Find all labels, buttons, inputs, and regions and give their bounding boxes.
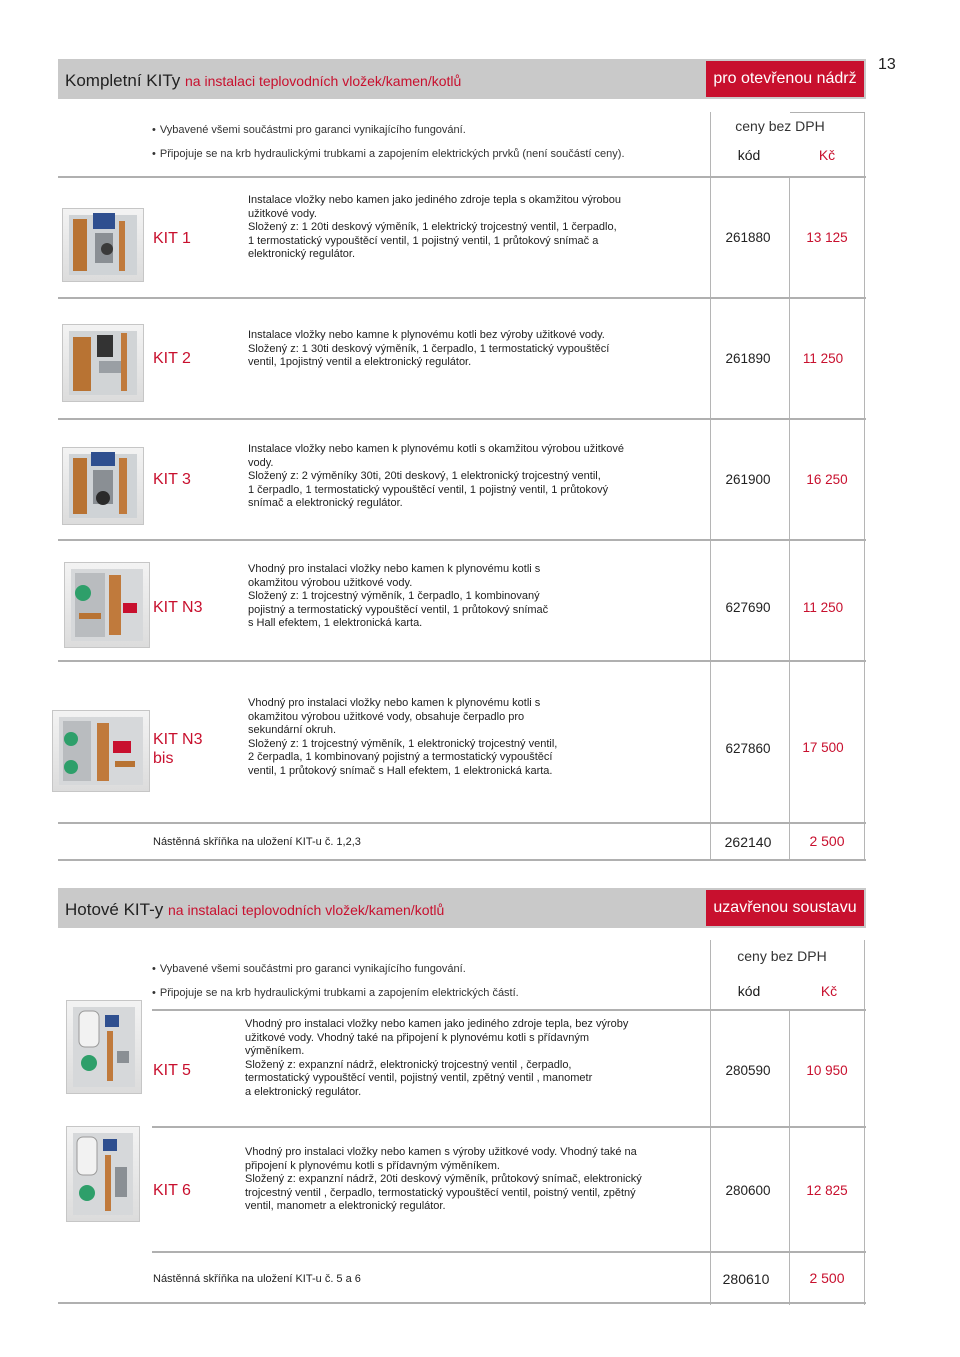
kit-n3-bis-description: Vhodný pro instalaci vložky nebo kamen k plynovému kotli s okamžitou výrobou užitkové vody, obsahuje čerpadlo pro sekundární okruh. Složený z: 1 trojcestný výměník, 1 elektronický trojcestný ventil, 2 čerpadla, 1 kombinovaný pojistný a termostatický vypouštěcí ventil, 1 průtokový snímač s Hall efektem, 1 elektronická karta.: [248, 697, 558, 777]
section2-title: [65, 900, 444, 920]
kit-5-description: Vhodný pro instalaci vložky nebo kamen jako jediného zdroje tepla, bez výroby užitkové vody. Vhodný také na připojení k plynovému kotli s přídavným výměníkem. Složený z: expanzní nádrž, elektronický trojcestný ventil , čerpadlo, termostatický vypouštěcí ventil, pojistný ventil, zpětný ventil , manometr a elektronický regulátor.: [245, 1018, 629, 1098]
row-divider: [58, 859, 866, 861]
cabinet-1-text: Nástěnná skříňka na uložení KIT-u č. 1,2,3: [153, 836, 361, 848]
bullet-item: • Vybavené všemi součástmi pro garanci vynikajícího fungování.: [152, 124, 466, 136]
row-divider: [58, 539, 866, 541]
kit-n3-bis-code: 627860: [725, 741, 771, 756]
price-header: ceny bez DPH: [735, 118, 825, 134]
section2-banner: [58, 888, 866, 928]
kit-2-price: 11 250: [802, 351, 844, 366]
section1-title: [65, 71, 461, 91]
section2-title-main: Hotové KIT-y: [65, 900, 164, 919]
kit-1-code: 261880: [725, 230, 771, 245]
kit-3-description: Instalace vložky nebo kamen k plynovému kotli s okamžitou výrobou užitkové vody. Složený z: 2 výměníky 30ti, 20ti deskový, 1 elektronický trojcestný ventil, 1 čerpadlo, 1 termostatický vypouštěcí ventil, 1 pojistný ventil, 1 průtokový snímač a elektronický regulátor.: [248, 443, 625, 510]
cabinet-2-price: 2 500: [809, 1270, 845, 1286]
cabinet-2-text: Nástěnná skříňka na uložení KIT-u č. 5 a 6: [153, 1273, 361, 1285]
section1-banner: [58, 59, 866, 99]
row-divider: [152, 1009, 866, 1011]
kit-5-product-photo: [66, 1000, 142, 1094]
section1-bullets: [152, 124, 625, 172]
kit-2-product-photo: [62, 324, 144, 402]
code-column-header: kód: [737, 147, 761, 163]
kit-3-label: KIT 3: [153, 471, 191, 488]
price-column-header: Kč: [820, 983, 838, 999]
kit-n3-code: 627690: [725, 600, 771, 615]
code-column-header: kód: [737, 983, 761, 999]
row-divider: [152, 1251, 866, 1253]
kit-2-code: 261890: [725, 351, 771, 366]
kit-6-description: Vhodný pro instalaci vložky nebo kamen s výroby užitkové vody. Vhodný také na připojení k plynovému kotli s přídavným výměníkem. Složený z: expanzní nádrž, 20ti deskový výměník, průtokový snímač, elektronický trojcestný ventil , čerpadlo, termostatický vypouštěcí ventil, poistný ventil, zpětný ventil, manometr a elektronický regulátor.: [245, 1146, 642, 1213]
price-column-header: Kč: [818, 147, 836, 163]
bullet-item: • Vybavené všemi součástmi pro garanci vynikajícího fungování.: [152, 963, 466, 975]
kit-n3-bis-price: 17 500: [802, 740, 844, 755]
kit-5-code: 280590: [725, 1063, 771, 1078]
section2-badge: uzavřenou soustavu: [706, 890, 864, 926]
row-divider: [58, 660, 866, 662]
row-divider: [58, 176, 866, 178]
section1-title-sub: na instalaci teplovodních vložek/kamen/kotlů: [185, 73, 462, 89]
kit-n3-bis-label: KIT N3 bis: [153, 731, 203, 767]
column-divider: [789, 1010, 790, 1305]
kit-1-price: 13 125: [806, 230, 848, 245]
kit-2-label: KIT 2: [153, 350, 191, 367]
cabinet-1-code: 262140: [724, 834, 772, 850]
bullet-item: • Připojuje se na krb hydraulickými trubkami a zapojením elektrických prvků (není součástí ceny).: [152, 148, 625, 160]
row-divider: [58, 822, 866, 824]
kit-6-product-photo: [66, 1126, 140, 1222]
section1-badge: pro otevřenou nádrž: [706, 61, 864, 97]
row-divider: [152, 1126, 866, 1128]
kit-1-product-photo: [62, 208, 144, 282]
kit-3-code: 261900: [725, 472, 771, 487]
column-divider: [864, 112, 865, 860]
kit-5-price: 10 950: [806, 1063, 848, 1078]
section2-title-sub: na instalaci teplovodních vložek/kamen/kotlů: [168, 902, 445, 918]
section1-title-main: Kompletní KITy: [65, 71, 181, 90]
kit-3-product-photo: [62, 447, 144, 525]
kit-2-description: Instalace vložky nebo kamne k plynovému kotli bez výroby užitkové vody. Složený z: 1 30ti deskový výměník, 1 čerpadlo, 1 termostatický vypouštěcí ventil, 1pojistný ventil a elektronický regulátor.: [248, 329, 610, 369]
header-rule: [790, 112, 865, 113]
kit-1-label: KIT 1: [153, 230, 191, 247]
row-divider: [58, 297, 866, 299]
column-divider: [789, 178, 790, 860]
kit-6-label: KIT 6: [153, 1182, 191, 1199]
page-number: 13: [878, 56, 896, 73]
price-header: ceny bez DPH: [737, 948, 827, 964]
kit-n3-label: KIT N3: [153, 599, 203, 616]
kit-n3-bis-product-photo: [52, 710, 150, 792]
row-divider: [58, 1302, 866, 1304]
kit-1-description: Instalace vložky nebo kamen jako jediného zdroje tepla s okamžitou výrobou užitkové vody. Složený z: 1 20ti deskový výměník, 1 elektrický trojcestný ventil, 1 čerpadlo, 1 termostatický vypouštěcí ventil, 1 pojistný ventil, 1 průtokový snímač a elektronický regulátor.: [248, 194, 621, 261]
row-divider: [58, 418, 866, 420]
kit-6-code: 280600: [725, 1183, 771, 1198]
cabinet-1-price: 2 500: [809, 833, 845, 849]
cabinet-2-code: 280610: [722, 1271, 770, 1287]
kit-5-label: KIT 5: [153, 1062, 191, 1079]
section2-bullets: [152, 963, 519, 1011]
bullet-item: • Připojuje se na krb hydraulickými trubkami a zapojením elektrických částí.: [152, 987, 519, 999]
kit-n3-product-photo: [64, 562, 150, 648]
kit-6-price: 12 825: [806, 1183, 848, 1198]
kit-3-price: 16 250: [806, 472, 848, 487]
kit-n3-description: Vhodný pro instalaci vložky nebo kamen k plynovému kotli s okamžitou výrobou užitkové vody. Složený z: 1 trojcestný výměník, 1 čerpadlo, 1 kombinovaný pojistný a termostatický vypouštěcí ventil, 1 průtokový snímač s Hall efektem, 1 elektronická karta.: [248, 563, 549, 630]
kit-n3-price: 11 250: [802, 600, 844, 615]
